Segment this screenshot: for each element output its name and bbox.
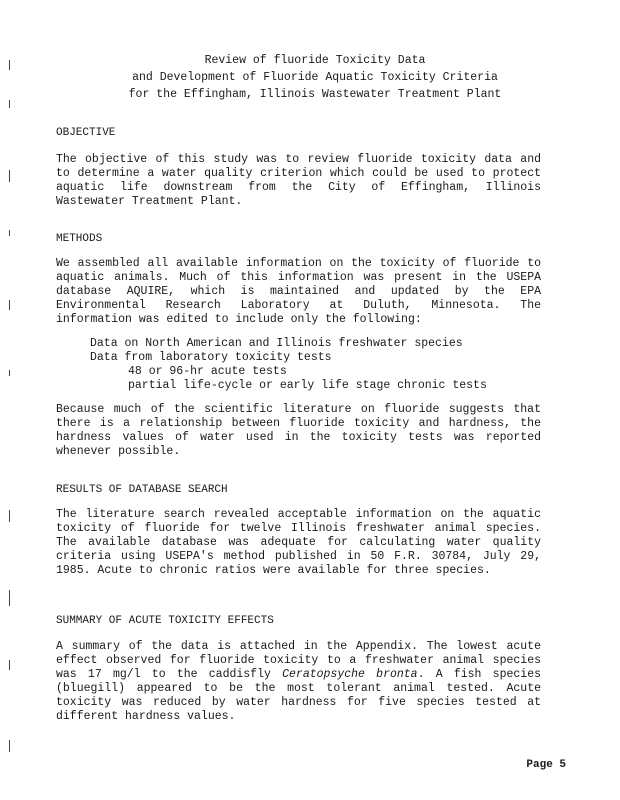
list-item: partial life-cycle or early life stage chronic tests [128, 379, 487, 392]
methods-paragraph: We assembled all available information on the toxicity of fluoride to aquatic animals. Much of this information was present in the USEPA database AQUIRE, which is maintained and updated by the EPA Environmental Research Laboratory at Duluth, Minnesota. The information was edited to include only the following: [56, 257, 541, 326]
objective-paragraph: The objective of this study was to review fluoride toxicity data and to determine a water quality criterion which could be used to protect aquatic life downstream from the City of Effingham, Illinois Wastewater Treatment Plant. [56, 153, 541, 208]
summary-text-b: . A fish species (bluegill) appeared to be the most tolerant animal tested. Acute toxicity was reduced by water hardness for five species tested at different hardness values. [56, 668, 541, 723]
summary-text-a: A summary of the data is attached in the Appendix. The lowest acute effect observed for fluoride toxicity to a freshwater animal species was 17 mg/l to the caddisfly [56, 640, 541, 681]
results-paragraph: The literature search revealed acceptable information on the aquatic toxicity of fluoride for twelve Illinois freshwater animal species. The available database was adequate for calculating water quality criteria using USEPA's method published in 50 F.R. 30784, July 29, 1985. Acute to chronic ratios were available for three species. [56, 508, 541, 577]
margin-marks [4, 40, 16, 780]
summary-heading: SUMMARY OF ACUTE TOXICITY EFFECTS [56, 615, 274, 627]
list-item: 48 or 96-hr acute tests [128, 365, 287, 378]
objective-heading: OBJECTIVE [56, 127, 116, 139]
title-line-1: Review of fluoride Toxicity Data [204, 54, 426, 67]
species-name: Ceratopsyche bronta [282, 668, 418, 681]
list-item: Data from laboratory toxicity tests [90, 351, 332, 364]
summary-paragraph [56, 640, 541, 724]
hardness-paragraph: Because much of the scientific literature on fluoride suggests that there is a relationship between fluoride toxicity and hardness, the hardness values of water used in the toxicity tests was reported whenever possible. [56, 403, 541, 458]
title-line-2: and Development of Fluoride Aquatic Toxicity Criteria [132, 71, 498, 84]
page-number: Page 5 [526, 759, 566, 771]
criteria-list [90, 337, 487, 393]
list-item: Data on North American and Illinois freshwater species [90, 337, 463, 350]
document-title [60, 52, 570, 103]
methods-heading: METHODS [56, 233, 103, 245]
results-heading: RESULTS OF DATABASE SEARCH [56, 484, 228, 496]
title-line-3: for the Effingham, Illinois Wastewater Treatment Plant [128, 88, 502, 101]
